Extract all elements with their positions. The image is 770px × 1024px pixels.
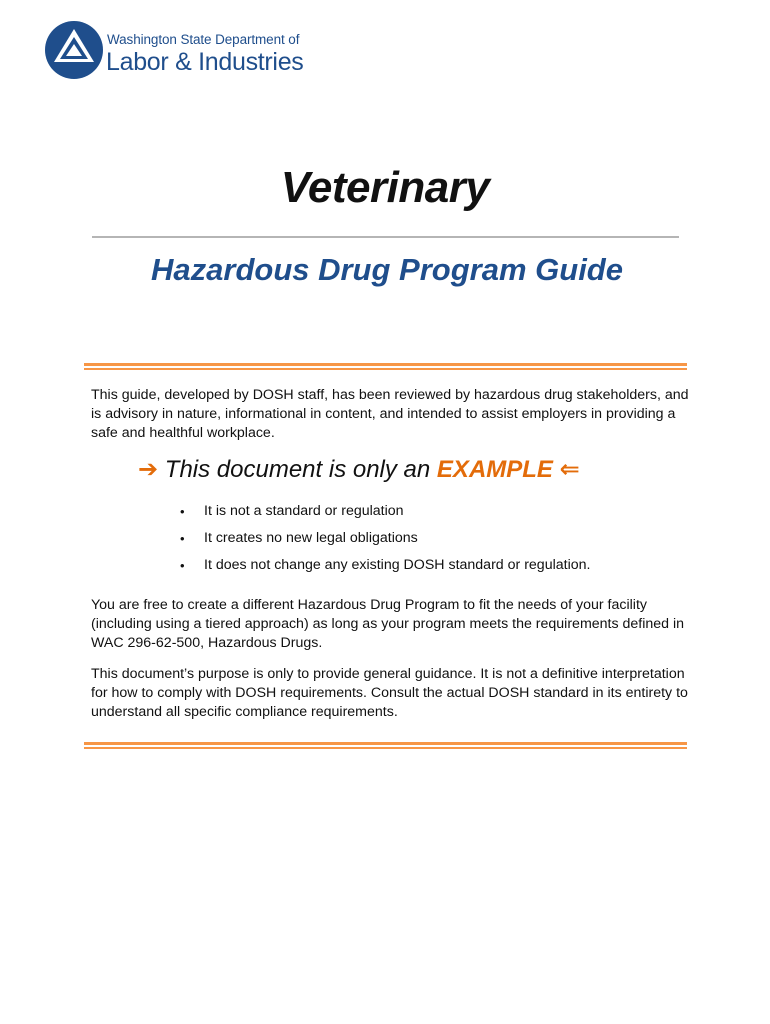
list-item: • It is not a standard or regulation xyxy=(180,503,404,519)
bullet-icon: • xyxy=(180,558,185,573)
free-to-create-paragraph: You are free to create a different Hazardous Drug Program to fit the needs of your facility (including using a tiered approach) as long as your program meets the requirements defined in WAC 296-62-500, Hazardous Drugs. xyxy=(91,597,685,651)
logo-agency-name: Labor & Industries xyxy=(106,48,304,76)
arrow-right-icon: ➔ xyxy=(138,456,159,483)
disclaimer-list xyxy=(180,502,590,583)
document-subtitle: Hazardous Drug Program Guide xyxy=(151,252,623,287)
arrow-left-icon: ⇐ xyxy=(559,456,580,483)
purpose-paragraph: This document’s purpose is only to provide general guidance. It is not a definitive interpretation for how to comply with DOSH requirements. Consult the actual DOSH standard in its entirety to understand all specific compliance requirements. xyxy=(91,666,688,720)
title-divider xyxy=(92,236,679,238)
example-notice-text: This document is only an xyxy=(164,456,431,483)
agency-logo xyxy=(44,20,314,82)
document-title: Veterinary xyxy=(280,163,490,212)
bottom-orange-divider xyxy=(84,742,687,750)
list-item: • It creates no new legal obligations xyxy=(180,530,418,546)
example-emphasis: EXAMPLE xyxy=(436,456,553,483)
list-item: • It does not change any existing DOSH standard or regulation. xyxy=(180,557,591,573)
top-orange-divider xyxy=(84,363,687,371)
lni-triangle-logo-icon xyxy=(44,20,104,80)
bullet-icon: • xyxy=(180,504,185,519)
logo-department-text: Washington State Department of xyxy=(107,32,300,47)
example-notice xyxy=(138,455,580,484)
intro-paragraph: This guide, developed by DOSH staff, has been reviewed by hazardous drug stakeholders, and is advisory in nature, informational in content, and intended to assist employers in providing a safe and healthful workplace. xyxy=(91,387,689,441)
bullet-icon: • xyxy=(180,531,185,546)
